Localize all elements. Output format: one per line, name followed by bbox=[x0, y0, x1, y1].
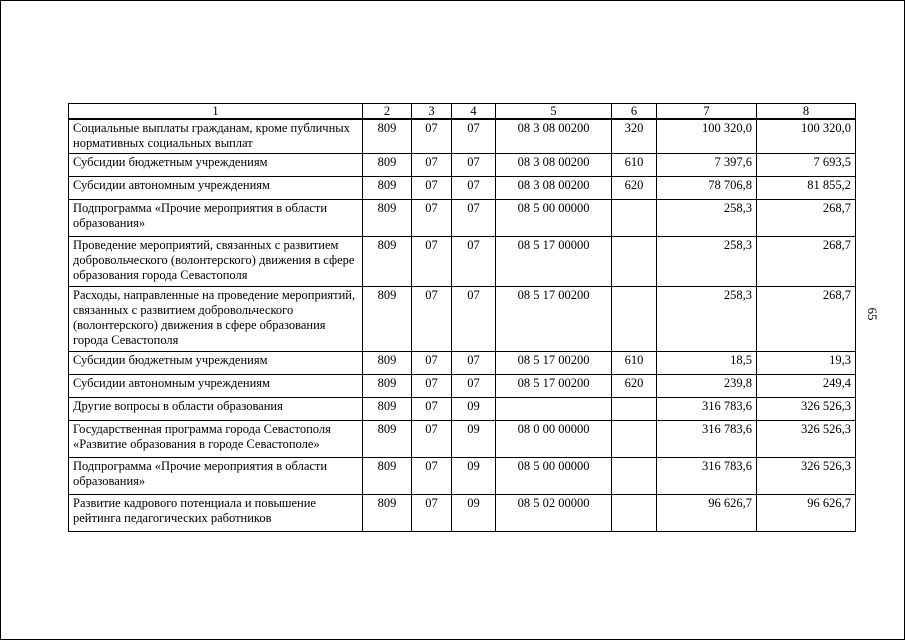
row-name: Расходы, направленные на проведение мероприятий, связанных с развитием добровольческого (волонтерского) движения в сфере образования города Севастополя bbox=[69, 287, 363, 352]
cell-sum-7: 7 397,6 bbox=[657, 154, 757, 177]
cell-csr: 08 3 08 00200 bbox=[496, 177, 612, 200]
row-name: Субсидии бюджетным учреждениям bbox=[69, 352, 363, 375]
cell-sum-8: 326 526,3 bbox=[757, 421, 856, 458]
header-row bbox=[69, 104, 856, 120]
row-name: Субсидии автономным учреждениям bbox=[69, 177, 363, 200]
cell-vr bbox=[612, 421, 657, 458]
row-name: Государственная программа города Севастополя «Развитие образования в городе Севастополе» bbox=[69, 421, 363, 458]
cell-ved: 809 bbox=[363, 458, 412, 495]
cell-pr: 09 bbox=[452, 458, 496, 495]
cell-rz: 07 bbox=[412, 177, 452, 200]
cell-rz: 07 bbox=[412, 421, 452, 458]
column-header: 6 bbox=[612, 104, 657, 120]
cell-rz: 07 bbox=[412, 375, 452, 398]
cell-rz: 07 bbox=[412, 237, 452, 287]
cell-csr: 08 5 00 00000 bbox=[496, 458, 612, 495]
cell-vr: 610 bbox=[612, 154, 657, 177]
cell-rz: 07 bbox=[412, 398, 452, 421]
column-header: 4 bbox=[452, 104, 496, 120]
cell-pr: 07 bbox=[452, 237, 496, 287]
budget-table bbox=[68, 103, 856, 532]
cell-csr bbox=[496, 398, 612, 421]
cell-vr bbox=[612, 495, 657, 532]
table-row bbox=[69, 287, 856, 352]
cell-sum-7: 316 783,6 bbox=[657, 421, 757, 458]
table-row bbox=[69, 200, 856, 237]
cell-csr: 08 5 02 00000 bbox=[496, 495, 612, 532]
cell-csr: 08 5 17 00200 bbox=[496, 352, 612, 375]
cell-pr: 09 bbox=[452, 398, 496, 421]
cell-csr: 08 5 17 00200 bbox=[496, 375, 612, 398]
cell-sum-8: 268,7 bbox=[757, 237, 856, 287]
table-row bbox=[69, 352, 856, 375]
cell-sum-7: 258,3 bbox=[657, 200, 757, 237]
table-row bbox=[69, 495, 856, 532]
row-name: Развитие кадрового потенциала и повышение рейтинга педагогических работников bbox=[69, 495, 363, 532]
row-name: Субсидии бюджетным учреждениям bbox=[69, 154, 363, 177]
cell-sum-8: 81 855,2 bbox=[757, 177, 856, 200]
cell-rz: 07 bbox=[412, 119, 452, 154]
cell-sum-7: 258,3 bbox=[657, 287, 757, 352]
column-header: 1 bbox=[69, 104, 363, 120]
column-header: 3 bbox=[412, 104, 452, 120]
row-name: Подпрограмма «Прочие мероприятия в области образования» bbox=[69, 458, 363, 495]
cell-sum-7: 258,3 bbox=[657, 237, 757, 287]
cell-csr: 08 3 08 00200 bbox=[496, 119, 612, 154]
cell-pr: 07 bbox=[452, 119, 496, 154]
cell-sum-7: 78 706,8 bbox=[657, 177, 757, 200]
cell-rz: 07 bbox=[412, 458, 452, 495]
cell-pr: 07 bbox=[452, 287, 496, 352]
cell-sum-8: 19,3 bbox=[757, 352, 856, 375]
cell-ved: 809 bbox=[363, 237, 412, 287]
cell-vr: 610 bbox=[612, 352, 657, 375]
column-header: 8 bbox=[757, 104, 856, 120]
cell-pr: 07 bbox=[452, 154, 496, 177]
cell-pr: 07 bbox=[452, 375, 496, 398]
cell-csr: 08 3 08 00200 bbox=[496, 154, 612, 177]
cell-rz: 07 bbox=[412, 200, 452, 237]
cell-pr: 07 bbox=[452, 352, 496, 375]
cell-csr: 08 5 00 00000 bbox=[496, 200, 612, 237]
cell-pr: 09 bbox=[452, 495, 496, 532]
cell-sum-7: 96 626,7 bbox=[657, 495, 757, 532]
table-row bbox=[69, 177, 856, 200]
cell-rz: 07 bbox=[412, 495, 452, 532]
cell-ved: 809 bbox=[363, 287, 412, 352]
row-name: Другие вопросы в области образования bbox=[69, 398, 363, 421]
cell-rz: 07 bbox=[412, 352, 452, 375]
cell-sum-8: 7 693,5 bbox=[757, 154, 856, 177]
cell-csr: 08 5 17 00200 bbox=[496, 287, 612, 352]
cell-sum-8: 326 526,3 bbox=[757, 458, 856, 495]
cell-vr bbox=[612, 237, 657, 287]
cell-sum-8: 268,7 bbox=[757, 287, 856, 352]
cell-ved: 809 bbox=[363, 421, 412, 458]
cell-csr: 08 5 17 00000 bbox=[496, 237, 612, 287]
table-row bbox=[69, 119, 856, 154]
cell-sum-8: 268,7 bbox=[757, 200, 856, 237]
cell-vr: 320 bbox=[612, 119, 657, 154]
cell-pr: 07 bbox=[452, 177, 496, 200]
column-header: 7 bbox=[657, 104, 757, 120]
cell-sum-7: 316 783,6 bbox=[657, 458, 757, 495]
table-row bbox=[69, 154, 856, 177]
table-row bbox=[69, 398, 856, 421]
cell-sum-7: 239,8 bbox=[657, 375, 757, 398]
row-name: Социальные выплаты гражданам, кроме публичных нормативных социальных выплат bbox=[69, 119, 363, 154]
cell-ved: 809 bbox=[363, 495, 412, 532]
cell-ved: 809 bbox=[363, 200, 412, 237]
cell-csr: 08 0 00 00000 bbox=[496, 421, 612, 458]
cell-ved: 809 bbox=[363, 352, 412, 375]
cell-vr bbox=[612, 200, 657, 237]
table-row bbox=[69, 458, 856, 495]
cell-pr: 07 bbox=[452, 200, 496, 237]
cell-pr: 09 bbox=[452, 421, 496, 458]
cell-vr: 620 bbox=[612, 375, 657, 398]
table-row bbox=[69, 421, 856, 458]
cell-sum-7: 316 783,6 bbox=[657, 398, 757, 421]
row-name: Подпрограмма «Прочие мероприятия в области образования» bbox=[69, 200, 363, 237]
cell-rz: 07 bbox=[412, 287, 452, 352]
cell-ved: 809 bbox=[363, 177, 412, 200]
cell-vr bbox=[612, 287, 657, 352]
cell-vr: 620 bbox=[612, 177, 657, 200]
cell-rz: 07 bbox=[412, 154, 452, 177]
column-header: 2 bbox=[363, 104, 412, 120]
cell-ved: 809 bbox=[363, 375, 412, 398]
cell-sum-8: 326 526,3 bbox=[757, 398, 856, 421]
cell-vr bbox=[612, 458, 657, 495]
cell-ved: 809 bbox=[363, 398, 412, 421]
column-header: 5 bbox=[496, 104, 612, 120]
page-number: 65 bbox=[865, 307, 880, 321]
cell-sum-8: 100 320,0 bbox=[757, 119, 856, 154]
cell-sum-8: 249,4 bbox=[757, 375, 856, 398]
cell-ved: 809 bbox=[363, 119, 412, 154]
cell-ved: 809 bbox=[363, 154, 412, 177]
table-row bbox=[69, 237, 856, 287]
cell-sum-7: 100 320,0 bbox=[657, 119, 757, 154]
cell-sum-7: 18,5 bbox=[657, 352, 757, 375]
row-name: Субсидии автономным учреждениям bbox=[69, 375, 363, 398]
table-row bbox=[69, 375, 856, 398]
cell-vr bbox=[612, 398, 657, 421]
cell-sum-8: 96 626,7 bbox=[757, 495, 856, 532]
row-name: Проведение мероприятий, связанных с развитием добровольческого (волонтерского) движения в сфере образования города Севастополя bbox=[69, 237, 363, 287]
